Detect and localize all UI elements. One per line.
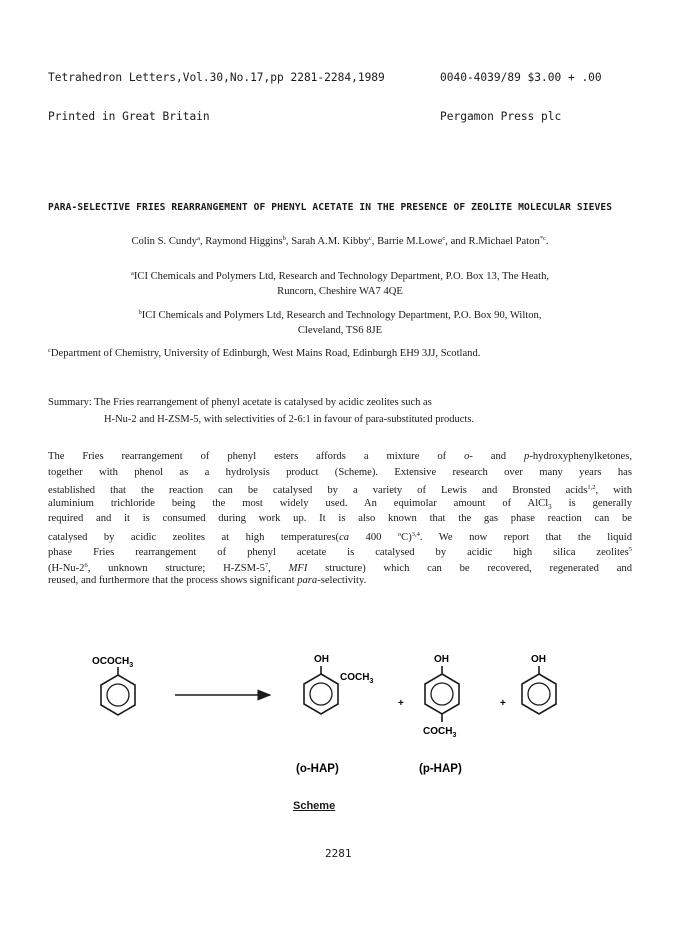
- body-line: catalysed by acidic zeolites at high temperatures(ca 400 $^o$C)$^{3,4}$. We now report that the liquid: [48, 530, 632, 543]
- publisher-info: [440, 45, 602, 136]
- body-line: reused, and furthermore that the process shows significant para-selectivity.: [48, 575, 367, 586]
- issn-price-line: 0040-4039/89 $3.00 + .00: [440, 71, 602, 84]
- coch3-label: $COCH_3$: [423, 726, 457, 739]
- o-hydroxyacetophenone-structure: [304, 654, 373, 714]
- scheme-caption: Scheme: [293, 800, 336, 812]
- author: R.Michael Paton$^{*c}$.: [468, 235, 549, 247]
- page-number: 2281: [325, 847, 352, 860]
- plus-sign: +: [500, 698, 506, 709]
- coch3-label: $COCH_3$: [340, 672, 374, 685]
- phenol-structure: [522, 654, 556, 714]
- oh-label: OH: [314, 654, 329, 665]
- author: Sarah A.M. Kibby$^c$,: [291, 235, 378, 247]
- body-line: ($H-Nu-2^6$, unknown structure; $H-ZSM-5^7$, MFI structure) which can be recovered, regenerated and: [48, 561, 632, 574]
- benzene-ring: [425, 674, 459, 714]
- author: Barrie M.Lowe$^c$, and: [377, 235, 469, 247]
- summary-line-2: H-Nu-2 and H-ZSM-5, with selectivities of 2-6:1 in favour of para-substituted products.: [104, 414, 475, 425]
- affiliation-c: $^c$Department of Chemistry, University of Edinburgh, West Mains Road, Edinburgh EH9 3JJ, Scotland.: [48, 347, 481, 359]
- p-hydroxyacetophenone-structure: [423, 654, 459, 739]
- benzene-ring: [522, 674, 556, 714]
- affiliation-a: $^a$ICI Chemicals and Polymers Ltd, Research and Technology Department, P.O. Box 13, The Heath, Runcorn, Cheshire WA7 4QE: [130, 270, 550, 297]
- body-line: required and it is consumed during work up. It is also known that the gas phase reaction can be: [48, 513, 632, 524]
- benzene-ring: [304, 674, 338, 714]
- body-line: established that the reaction can be catalysed by a variety of Lewis and Bronsted acids$^{1,2}$, with: [48, 484, 632, 496]
- paper-title: PARA-SELECTIVE FRIES REARRANGEMENT OF PHENYL ACETATE IN THE PRESENCE OF ZEOLITE MOLECULAR SIEVES: [48, 202, 613, 213]
- ococh3-label: $OCOCH_3$: [92, 656, 134, 669]
- journal-citation-line: Tetrahedron Letters,Vol.30,No.17,pp 2281-2284,1989: [48, 71, 385, 84]
- reaction-scheme: [80, 640, 600, 800]
- body-paragraph: [48, 449, 632, 589]
- body-line: phase Fries rearrangement of phenyl acetate is catalysed by acidic high silica zeolites$^5$: [48, 546, 632, 558]
- author: Colin S. Cundy$^a$,: [131, 235, 206, 247]
- plus-sign: +: [398, 698, 404, 709]
- affiliation-b: $^b$ICI Chemicals and Polymers Ltd, Research and Technology Department, P.O. Box 90, Wilton, Cleveland, TS6 8JE: [138, 309, 542, 336]
- oh-label: OH: [531, 654, 546, 665]
- phenyl-acetate-structure: [92, 656, 135, 715]
- o-hap-label: (o-HAP): [296, 763, 339, 775]
- body-line: aluminium trichloride being the most widely used. An equimolar amount of AlCl$_3$ is generally: [48, 497, 632, 511]
- body-line: The Fries rearrangement of phenyl esters affords a mixture of o- and p-hydroxyphenylketones,: [48, 451, 633, 462]
- publisher-line: Pergamon Press plc: [440, 110, 562, 123]
- journal-citation: [48, 45, 385, 136]
- benzene-ring: [101, 675, 135, 715]
- author-list: [30, 235, 650, 247]
- author: Raymond Higgins$^b$,: [205, 235, 292, 247]
- oh-label: OH: [434, 654, 449, 665]
- p-hap-label: (p-HAP): [419, 763, 462, 775]
- body-line: together with phenol as a hydrolysis product (Scheme). Extensive research over many years has: [48, 466, 632, 478]
- printed-in-line: Printed in Great Britain: [48, 110, 210, 123]
- summary-line-1: Summary: The Fries rearrangement of phenyl acetate is catalysed by acidic zeolites such as: [48, 397, 432, 408]
